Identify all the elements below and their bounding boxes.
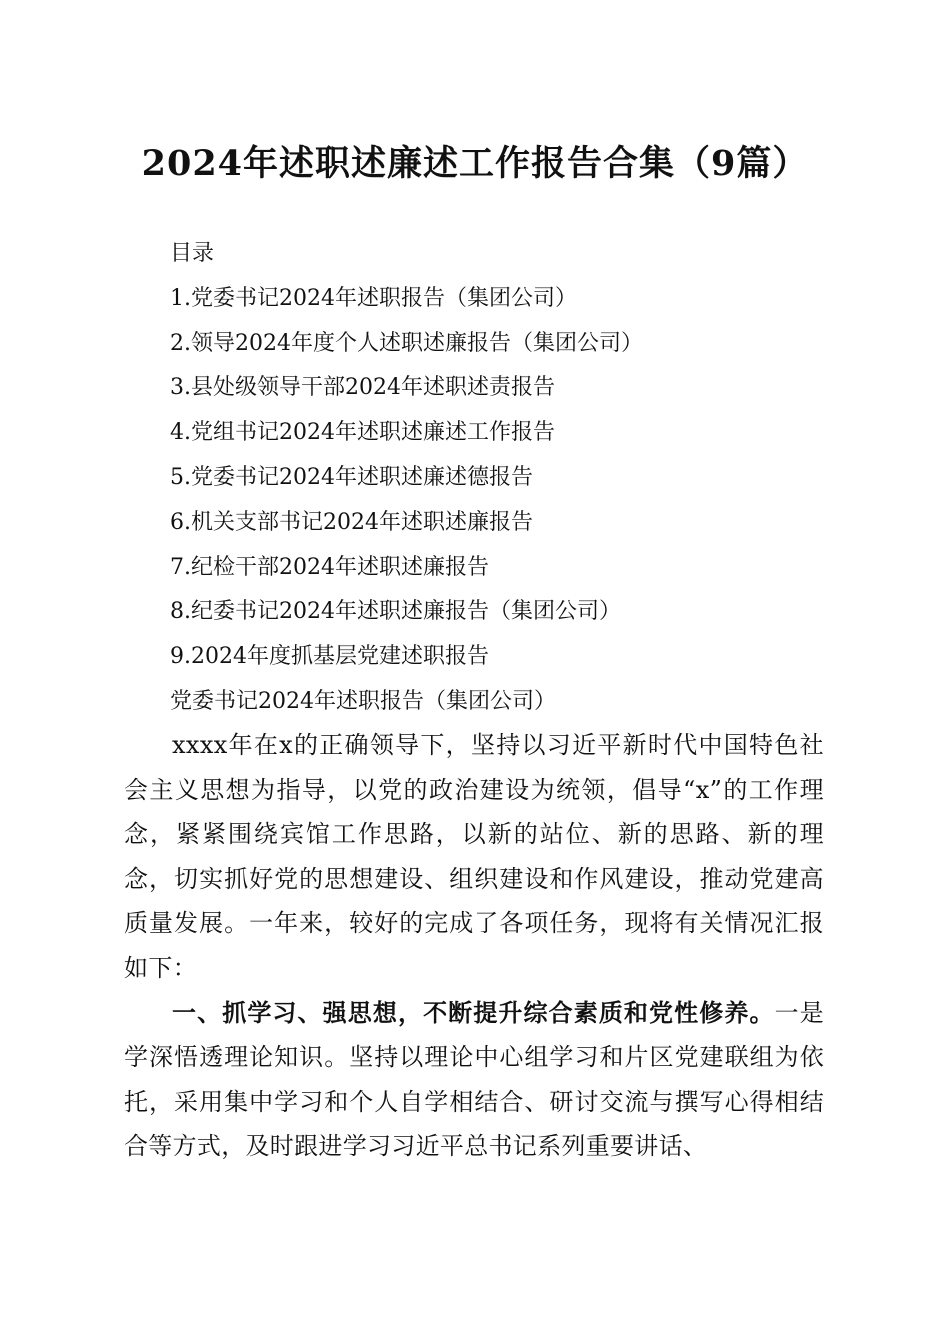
paragraph-section-one: [124, 991, 824, 1169]
toc-item: 9.2024年度抓基层党建述职报告: [170, 644, 489, 670]
table-of-contents: [170, 232, 850, 725]
paragraph-intro: xxxx年在x的正确领导下，坚持以习近平新时代中国特色社会主义思想为指导，以党的政治建设为统领，倡导“x”的工作理念，紧紧围绕宾馆工作思路，以新的站位、新的思路、新的理念，切实抓好党的思想建设、组织建设和作风建设，推动党建高质量发展。一年来，较好的完成了各项任务，现将有关情况汇报如下：: [124, 731, 824, 982]
toc-item: 7.纪检干部2024年述职述廉报告: [170, 554, 489, 580]
toc-item: 1.党委书记2024年述职报告（集团公司）: [170, 285, 577, 311]
section-one-text: 一是学深悟透理论知识。坚持以理论中心组学习和片区党建联组为依托，采用集中学习和个人自学相结合、研讨交流与撰写心得相结合等方式，及时跟进学习习近平总书记系列重要讲话、: [124, 998, 824, 1161]
toc-item: 3.县处级领导干部2024年述职述责报告: [170, 375, 555, 401]
toc-item: 2.领导2024年度个人述职述廉报告（集团公司）: [170, 330, 643, 356]
section-title: 党委书记2024年述职报告（集团公司）: [170, 688, 556, 714]
report-body: [124, 723, 824, 1169]
toc-item: 5.党委书记2024年述职述廉述德报告: [170, 464, 533, 490]
document-title: 2024年述职述廉述工作报告合集（9篇）: [141, 143, 809, 184]
toc-heading: 目录: [170, 241, 215, 266]
section-one-heading: 一、抓学习、强思想，不断提升综合素质和党性修养。: [172, 998, 775, 1027]
toc-item: 4.党组书记2024年述职述廉述工作报告: [170, 420, 555, 446]
toc-item: 8.纪委书记2024年述职述廉报告（集团公司）: [170, 599, 621, 625]
toc-item: 6.机关支部书记2024年述职述廉报告: [170, 509, 533, 535]
